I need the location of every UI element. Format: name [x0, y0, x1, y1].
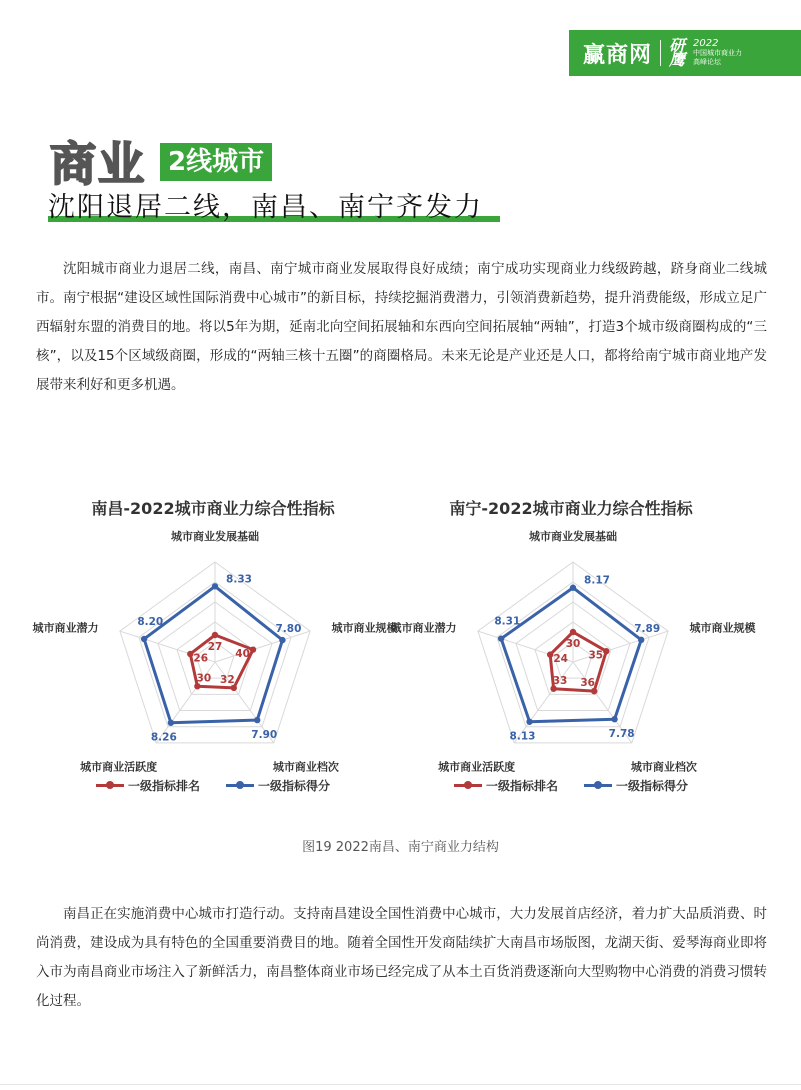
score-series-point: [570, 585, 576, 591]
radar-spoke: [573, 631, 668, 662]
legend-swatch-rank: [96, 784, 124, 787]
radar-axis-label: 城市商业规模: [689, 621, 756, 635]
score-data-label: 8.33: [226, 573, 252, 586]
radar-axis-label: 城市商业档次: [272, 760, 339, 774]
score-series-line: [144, 586, 282, 722]
rank-series-point: [250, 646, 256, 652]
radar-axis-label: 城市商业潜力: [390, 621, 457, 635]
score-series-point: [526, 719, 532, 725]
rank-series-point: [603, 648, 609, 654]
rank-series-point: [212, 632, 218, 638]
brand-name: 赢商网: [583, 42, 653, 68]
radar-axis-label: 城市商业规模: [331, 621, 398, 635]
legend-label-score: 一级指标得分: [258, 779, 331, 793]
legend-swatch-rank: [454, 784, 482, 787]
radar-axis-label: 城市商业发展基础: [529, 530, 617, 543]
chart-title: 南宁-2022城市商业力综合性指标: [449, 499, 693, 518]
score-series-point: [168, 720, 174, 726]
rank-data-label: 33: [552, 674, 568, 687]
score-series-point: [638, 637, 644, 643]
score-data-label: 8.26: [150, 731, 177, 744]
brand-year: 2022: [693, 38, 719, 49]
score-series-point: [611, 716, 617, 722]
rank-series-point: [570, 629, 576, 635]
brand-badge: [569, 30, 801, 76]
score-series-line: [501, 588, 641, 722]
legend-item-rank: [96, 777, 200, 794]
brand-logo-mark: 研鹰: [669, 36, 686, 69]
rank-data-label: 35: [588, 649, 604, 662]
radar-axis-label: 城市商业活跃度: [438, 760, 516, 774]
score-data-label: 7.80: [275, 623, 302, 636]
rank-data-label: 36: [580, 677, 596, 690]
score-series-point: [141, 636, 147, 642]
figure-caption: 图19 2022南昌、南宁商业力结构: [302, 840, 499, 855]
score-series-point: [498, 635, 504, 641]
brand-divider: [660, 40, 661, 66]
brand-forum: [693, 39, 742, 67]
score-data-label: 8.31: [494, 615, 521, 628]
radar-chart-nanchang: [32, 490, 398, 820]
legend-swatch-score: [226, 784, 254, 787]
radar-axis-label: 城市商业档次: [630, 760, 697, 774]
chart-legend: [411, 777, 731, 794]
legend-swatch-score: [584, 784, 612, 787]
page-bottom-rule: [0, 1084, 801, 1085]
score-data-label: 7.90: [251, 728, 278, 741]
rank-data-label: 27: [207, 641, 223, 653]
chart-title: 南昌-2022城市商业力综合性指标: [91, 499, 335, 518]
radar-axis-label: 城市商业活跃度: [80, 760, 158, 774]
radar-svg: [32, 490, 398, 820]
brand-line1: 中国城市商业力: [693, 49, 743, 57]
section-tag: 2线城市: [160, 143, 272, 181]
score-series-point: [279, 637, 285, 643]
rank-data-label: 40: [235, 648, 250, 661]
legend-label-rank: 一级指标排名: [127, 779, 200, 793]
legend-item-rank: [454, 777, 558, 794]
paragraph-2: 南昌正在实施消费中心城市打造行动。支持南昌建设全国性消费中心城市，大力发展首店经济，着力扩大品质消费、时尚消费，建设成为具有特色的全国重要消费目的地。随着全国性开发商陆续扩大南昌市场版图，龙湖天街、爱琴海商业即将入市为南昌商业市场注入了新鲜活力，南昌整体商业市场已经完成了从本土百货消费逐渐向大型购物中心消费的消费习惯转化过程。: [36, 906, 767, 1009]
rank-data-label: 32: [220, 673, 235, 686]
radar-svg: [390, 490, 756, 820]
score-data-label: 8.17: [584, 574, 610, 587]
radar-axis-label: 城市商业发展基础: [171, 530, 259, 543]
brand-line2: 高峰论坛: [693, 58, 722, 66]
score-data-label: 8.20: [137, 615, 164, 628]
legend-item-score: [226, 777, 330, 794]
legend-label-rank: 一级指标排名: [485, 779, 558, 793]
chart-legend: [53, 777, 373, 794]
score-data-label: 8.13: [509, 730, 536, 743]
headline: 沈阳退居二线，南昌、南宁齐发力: [48, 192, 483, 223]
rank-data-label: 24: [553, 652, 568, 665]
section-big-text: 商业: [50, 137, 146, 191]
legend-item-score: [584, 777, 688, 794]
rank-data-label: 26: [193, 652, 209, 665]
paragraph-1: 沈阳城市商业力退居二线，南昌、南宁城市商业发展取得良好成绩；南宁成功实现商业力线级跨越，跻身商业二线城市。南宁根据“建设区域性国际消费中心城市”的新目标，持续挖掘消费潜力，引领消费新趋势，提升消费能级，形成立足广西辐射东盟的消费目的地。将以5年为期，延南北向空间拓展轴和东西向空间拓展轴“两轴”，打造3个城市级商圈构成的“三核”，以及15个区域级商圈，形成的“两轴三核十五圈”的商圈格局。未来无论是产业还是人口，都将给南宁城市商业地产发展带来利好和更多机遇。: [36, 261, 767, 393]
rank-data-label: 30: [565, 638, 581, 650]
radar-chart-nanning: [390, 490, 756, 820]
legend-label-score: 一级指标得分: [616, 779, 689, 793]
score-data-label: 7.78: [608, 727, 635, 740]
score-series-point: [212, 583, 218, 589]
radar-spoke: [215, 631, 310, 662]
score-data-label: 7.89: [634, 622, 661, 635]
radar-axis-label: 城市商业潜力: [32, 621, 99, 635]
rank-data-label: 30: [196, 672, 212, 685]
score-series-point: [254, 717, 260, 723]
